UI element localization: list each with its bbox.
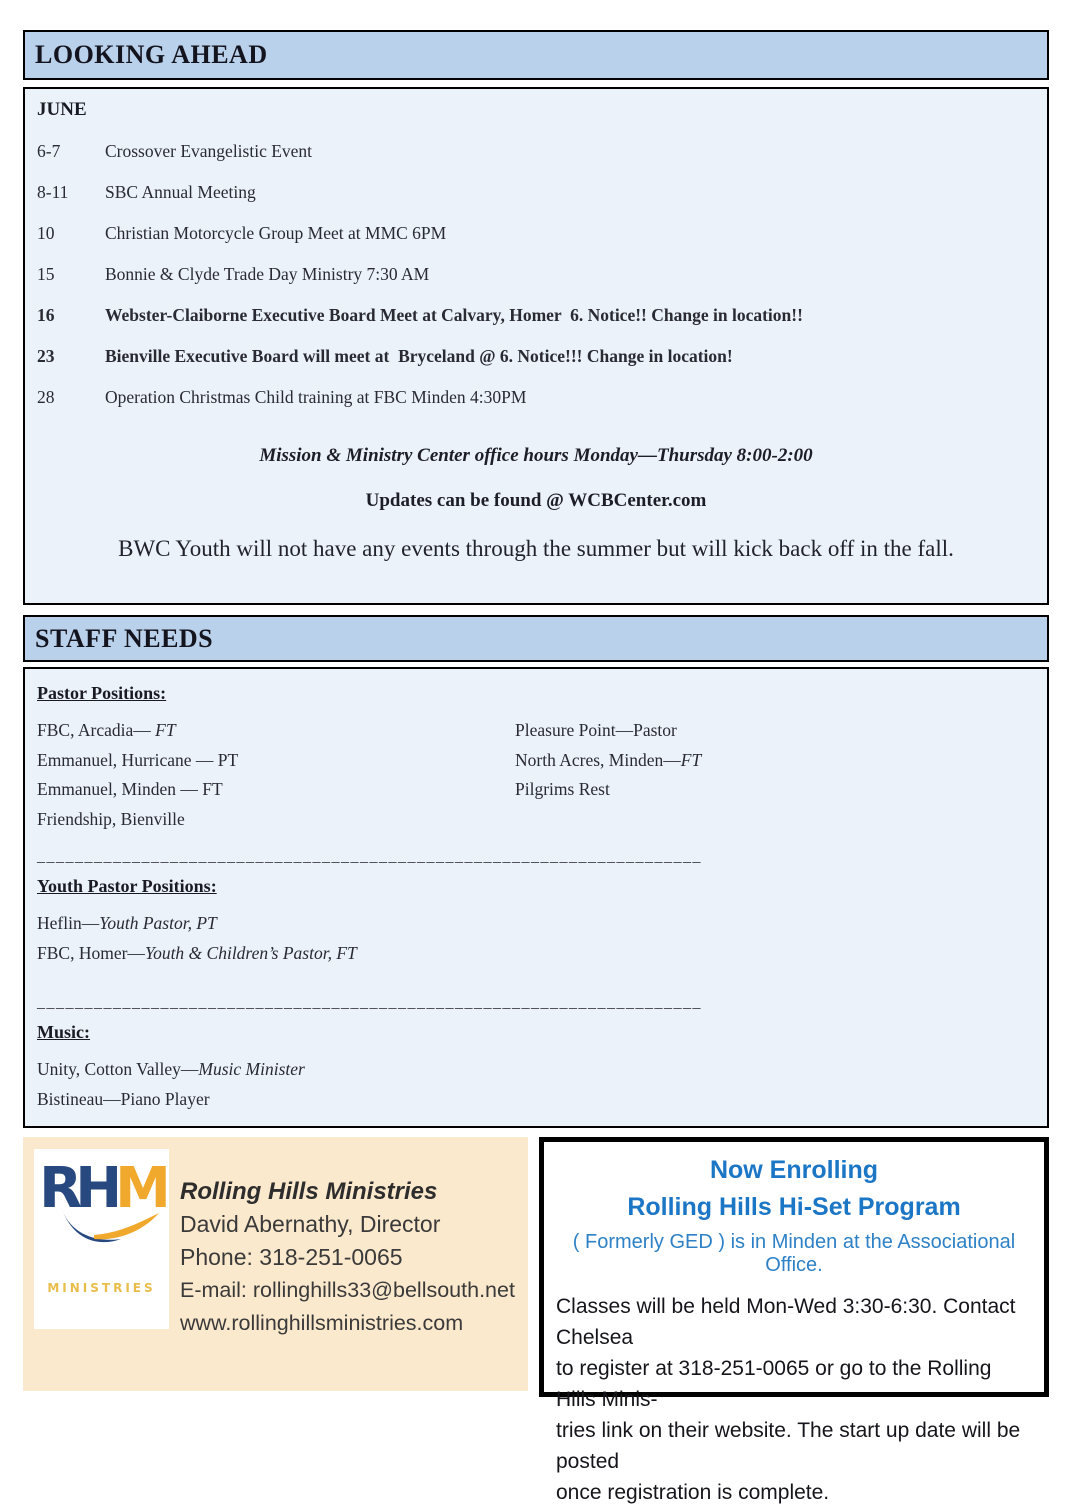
event-date: 6-7 <box>37 141 61 161</box>
rhm-logo-ministries-label: MINISTRIES <box>47 1281 156 1295</box>
event-date: 10 <box>37 223 55 243</box>
rhm-email: E-mail: rollinghills33@bellsouth.net <box>180 1278 515 1302</box>
event-row <box>37 385 1035 409</box>
month-heading: JUNE <box>37 99 87 120</box>
position-item: Pleasure Point—Pastor <box>515 720 677 740</box>
event-text: Bienville Executive Board will meet at Bryceland @ 6. Notice!!! Change in location! <box>105 346 733 366</box>
event-text: Webster-Claiborne Executive Board Meet at Calvary, Homer 6. Notice!! Change in location!! <box>105 305 803 325</box>
enrolling-body-line: tries link on their website. The start up date will be posted <box>556 1419 1021 1473</box>
event-text: Operation Christmas Child training at FBC Minden 4:30PM <box>105 387 527 407</box>
staff-needs-header <box>23 615 1049 662</box>
rhm-org-name: Rolling Hills Ministries <box>180 1178 438 1205</box>
event-date: 15 <box>37 264 55 284</box>
position-item: Friendship, Bienville <box>37 808 185 829</box>
music-heading: Music: <box>37 1022 90 1042</box>
position-item: Emmanuel, Hurricane — PT <box>37 749 239 770</box>
pastor-positions-left <box>37 716 515 834</box>
enrolling-body-line: once registration is complete. <box>556 1481 830 1504</box>
updates-note: Updates can be found @ WCBCenter.com <box>365 490 707 511</box>
event-text: Bonnie & Clyde Trade Day Ministry 7:30 AM <box>105 264 430 284</box>
enrolling-subtitle: ( Formerly GED ) is in Minden at the Associational Office. <box>572 1231 1016 1276</box>
rhm-contact-info <box>180 1149 515 1379</box>
rhm-logo-letters: RHM <box>39 1156 164 1221</box>
rhm-contact-card <box>23 1137 528 1391</box>
position-item: Heflin—Youth Pastor, PT <box>37 913 217 933</box>
event-text: SBC Annual Meeting <box>105 182 256 202</box>
rhm-logo <box>34 1149 169 1329</box>
position-item: FBC, Homer—Youth & Children’s Pastor, FT <box>37 942 357 963</box>
office-hours-note: Mission & Ministry Center office hours Monday—Thursday 8:00-2:00 <box>259 445 813 466</box>
position-item: Bistineau—Piano Player <box>37 1088 210 1109</box>
pastor-positions-heading: Pastor Positions: <box>37 683 167 703</box>
enrolling-program-title: Rolling Hills Hi-Set Program <box>627 1193 961 1221</box>
event-date: 16 <box>37 305 55 325</box>
section-divider: ______________________________________________________________________ <box>37 994 702 1011</box>
section-divider: ______________________________________________________________________ <box>37 848 702 865</box>
position-item: FBC, Arcadia— FT <box>37 720 176 740</box>
staff-needs-panel <box>23 667 1049 1128</box>
looking-ahead-panel <box>23 87 1049 605</box>
youth-summer-note: BWC Youth will not have any events through the summer but will kick back off in the fall. <box>118 536 954 561</box>
staff-needs-title: STAFF NEEDS <box>35 623 214 653</box>
event-date: 28 <box>37 387 55 407</box>
event-row <box>37 262 1035 286</box>
enrolling-body <box>556 1291 1032 1508</box>
pastor-positions-columns <box>37 716 1035 834</box>
position-item: Emmanuel, Minden — FT <box>37 779 223 799</box>
looking-ahead-header <box>23 30 1049 80</box>
looking-ahead-title: LOOKING AHEAD <box>35 40 268 69</box>
enrolling-body-line: to register at 318-251-0065 or go to the Rolling Hills Minis- <box>556 1357 992 1411</box>
pastor-positions-right <box>515 716 701 834</box>
rhm-phone: Phone: 318-251-0065 <box>180 1244 403 1270</box>
position-item: North Acres, Minden—FT <box>515 749 702 770</box>
position-item: Pilgrims Rest <box>515 779 610 799</box>
event-row <box>37 344 1035 368</box>
enrolling-title: Now Enrolling <box>709 1156 879 1184</box>
enrolling-body-line: Classes will be held Mon-Wed 3:30-6:30. Contact Chelsea <box>556 1295 1016 1349</box>
event-row <box>37 180 1035 204</box>
enrollment-notice <box>539 1137 1049 1504</box>
event-date: 8-11 <box>37 182 69 202</box>
events-list <box>37 139 1035 409</box>
event-date: 23 <box>37 346 55 366</box>
position-item: Unity, Cotton Valley—Music Minister <box>37 1059 305 1079</box>
footer-row <box>23 1137 1049 1504</box>
rhm-website: www.rollinghillsministries.com <box>180 1311 464 1335</box>
event-row <box>37 139 1035 163</box>
event-row <box>37 221 1035 245</box>
event-text: Crossover Evangelistic Event <box>105 141 313 161</box>
event-text: Christian Motorcycle Group Meet at MMC 6PM <box>105 223 447 243</box>
event-row <box>37 303 1035 327</box>
youth-pastor-positions-heading: Youth Pastor Positions: <box>37 876 217 896</box>
rhm-director: David Abernathy, Director <box>180 1211 441 1237</box>
